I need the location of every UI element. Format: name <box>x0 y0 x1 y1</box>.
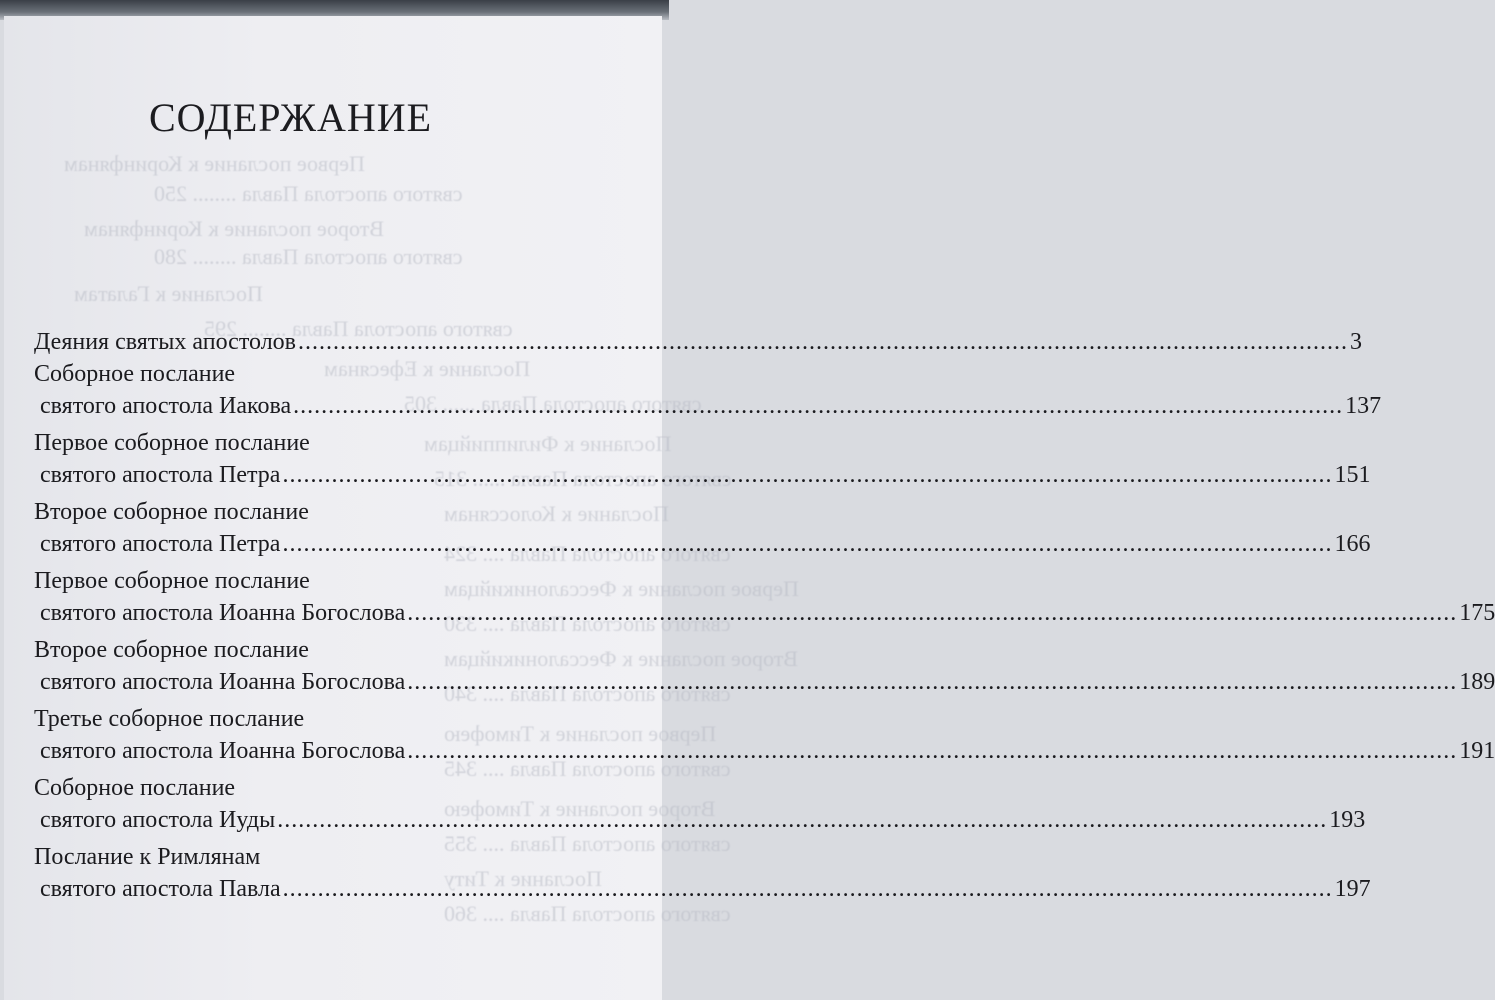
toc-entry-title: Третье соборное послание <box>34 706 305 732</box>
toc-entry-subtitle: святого апостола Иоанна Богослова <box>40 738 406 764</box>
toc-entry-line <box>34 735 1495 767</box>
dot-leader <box>407 735 1457 767</box>
toc-entry-title: Деяния святых апостолов <box>34 329 296 355</box>
toc-entry-subtitle: святого апостола Иуды <box>40 807 276 833</box>
toc-entry-title: Соборное послание <box>34 775 236 801</box>
dot-leader <box>283 873 1333 905</box>
toc-entry-title: Соборное послание <box>34 361 236 387</box>
toc-entry <box>34 772 1366 836</box>
toc-entry-title: Первое соборное послание <box>34 430 310 456</box>
toc-entry-line <box>34 804 1366 836</box>
dot-leader <box>277 804 1327 836</box>
toc-entry <box>34 703 1495 767</box>
toc-entry-subtitle: святого апостола Иакова <box>40 393 292 419</box>
dot-leader <box>293 390 1343 422</box>
toc-entry-subtitle: святого апостола Петра <box>40 531 281 557</box>
dot-leader <box>407 597 1457 629</box>
dot-leader <box>298 326 1348 358</box>
toc-entry-line <box>34 326 1362 358</box>
dot-leader <box>282 528 1332 560</box>
toc-entry <box>34 326 1362 358</box>
dot-leader <box>407 666 1457 698</box>
toc-entry <box>34 841 1371 905</box>
toc-entry-title: Первое соборное послание <box>34 568 310 594</box>
toc-entry <box>34 427 1371 491</box>
toc-page-number: 197 <box>1334 876 1371 902</box>
toc-entry-title: Второе соборное послание <box>34 637 309 663</box>
toc-entry-line <box>34 528 1371 560</box>
toc-entry <box>34 358 1382 422</box>
toc-entry-title: Послание к Римлянам <box>34 844 261 870</box>
toc-page-number: 166 <box>1334 531 1371 557</box>
toc-entry-title: Второе соборное послание <box>34 499 309 525</box>
toc-page-number: 137 <box>1345 393 1382 419</box>
table-of-contents <box>34 326 1495 910</box>
show-through-text: Первое послание к Коринфянам святого апостола Павла ........ 250 Второе послание к Коринфянам святого апостола Павла ........ 280 Послание к Галатам святого апостола Павла ........ 295 Послание к Ефесянам святого апостола Павла ...... 305 Послание к Филиппийцам святого апостола Павла ...... 315 Послание к Колоссянам святого апостола Павла .... 324 Первое послание к Фессалоникийцам святого апостола Павла .... 330 Второе послание к Фессалоникийцам святого апостола Павла .... 340 Первое послание к Тимофею святого апостола Павла .... 345 Второе послание к Тимофею святого апостола Павла .... 355 Послание к Титу святого апостола Павла .... 360 <box>64 151 799 926</box>
book-page <box>4 16 1495 1000</box>
toc-entry-subtitle: святого апостола Иоанна Богослова <box>40 600 406 626</box>
page-title: СОДЕРЖАНИЕ <box>149 95 433 140</box>
toc-entry-line <box>34 390 1382 422</box>
toc-entry-subtitle: святого апостола Иоанна Богослова <box>40 669 406 695</box>
toc-page-number: 175 <box>1459 600 1495 626</box>
toc-entry-line <box>34 666 1495 698</box>
toc-page-number: 193 <box>1329 807 1366 833</box>
toc-page-number: 191 <box>1459 738 1495 764</box>
toc-entry <box>34 496 1371 560</box>
toc-entry <box>34 634 1495 698</box>
toc-entry-line <box>34 459 1371 491</box>
dot-leader <box>282 459 1332 491</box>
toc-page-number: 189 <box>1459 669 1495 695</box>
toc-entry-subtitle: святого апостола Павла <box>40 876 281 902</box>
toc-entry <box>34 565 1495 629</box>
toc-entry-line <box>34 597 1495 629</box>
toc-page-number: 3 <box>1350 329 1362 355</box>
toc-page-number: 151 <box>1334 462 1371 488</box>
toc-entry-line <box>34 873 1371 905</box>
toc-entry-subtitle: святого апостола Петра <box>40 462 281 488</box>
